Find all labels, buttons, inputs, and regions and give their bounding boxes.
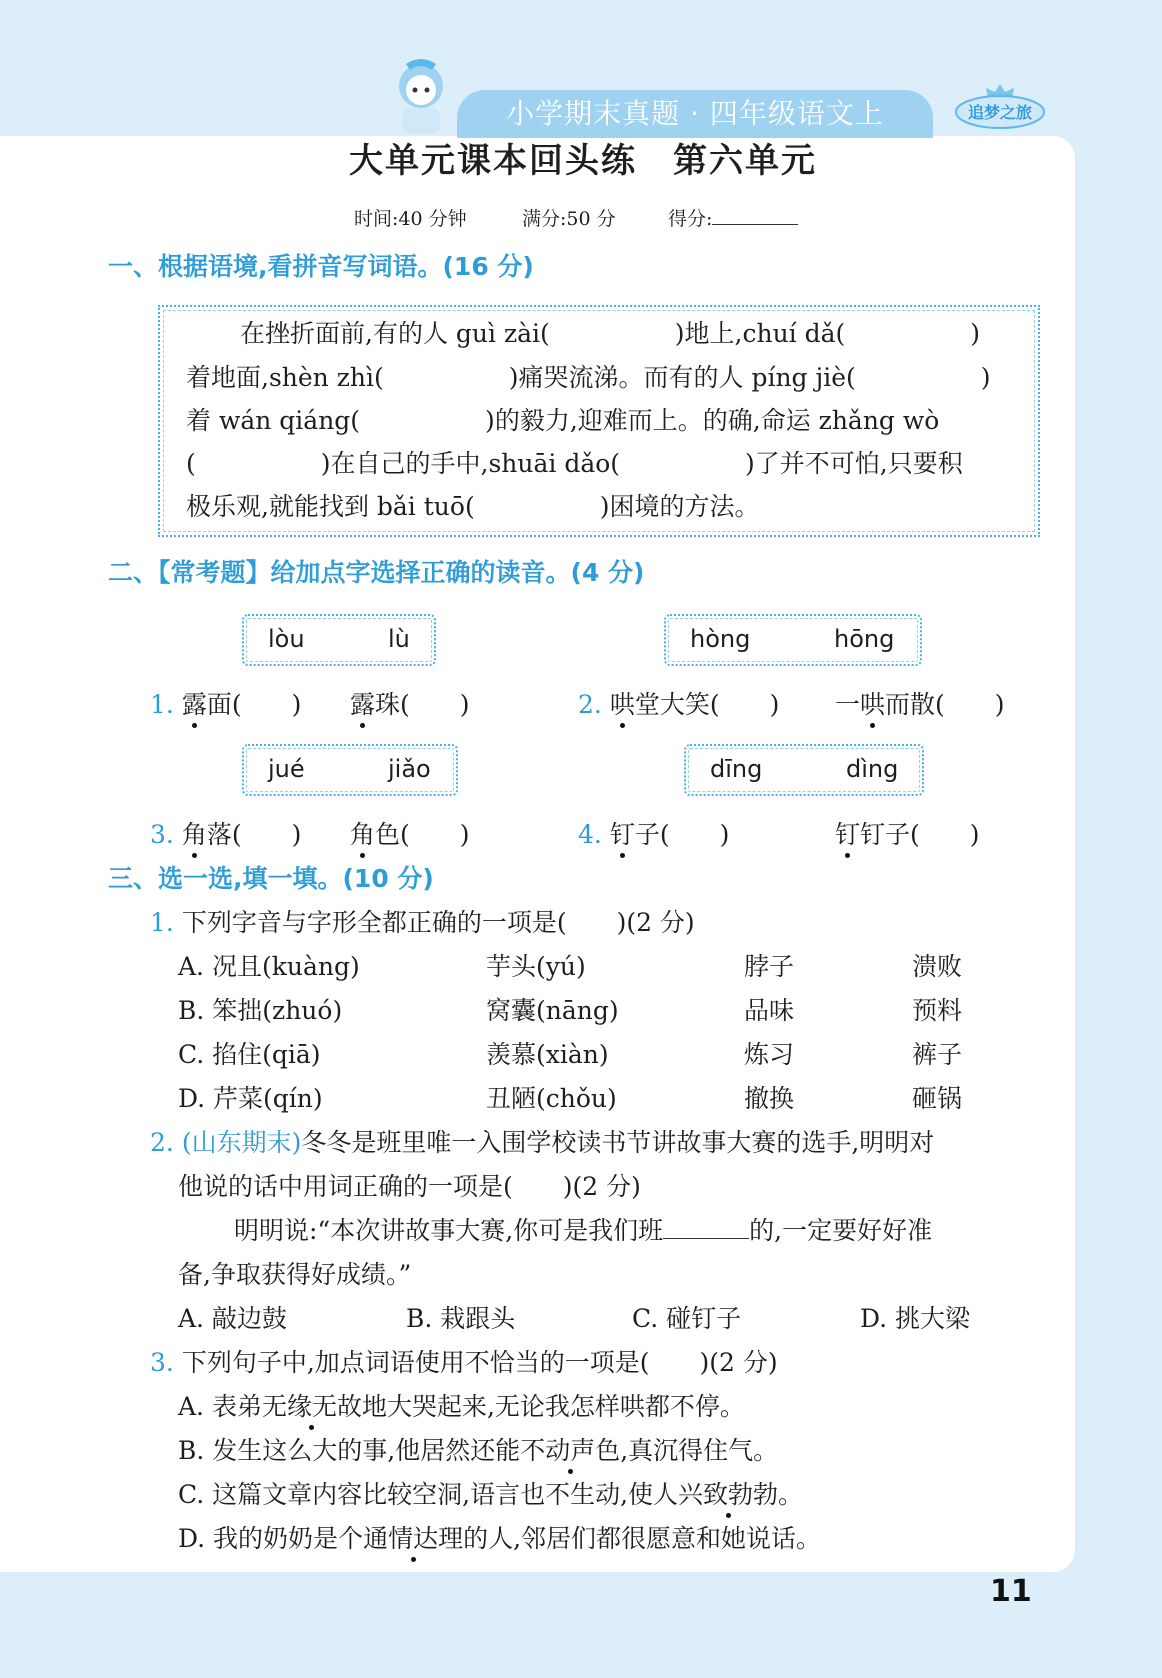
option-b: B. 栽跟头 <box>406 1304 516 1333</box>
pinyin-option: dīng <box>710 755 763 783</box>
section-1-heading: 一、根据语境,看拼音写词语。(16 分) <box>108 252 534 281</box>
sentence-b: B. 发生这么大的事,他居然还能不动声色,真沉得住气。 <box>178 1434 778 1468</box>
passage-line-2: 着地面,shèn zhì( )痛哭流涕。而有的人 píng jiè( ) <box>186 363 991 392</box>
question-3-3-stem: 3. 下列句子中,加点词语使用不恰当的一项是( )(2 分) <box>150 1348 778 1377</box>
pinyin-option: hōng <box>834 625 895 653</box>
header-banner: 小学期末真题 · 四年级语文上 <box>457 90 933 138</box>
section-3-heading: 三、选一选,填一填。(10 分) <box>108 864 434 893</box>
brand-logo-icon <box>950 78 1050 136</box>
option-d-1: D. 芹菜(qín) <box>178 1084 323 1113</box>
option-d: D. 挑大梁 <box>860 1304 971 1333</box>
option-c-3: 炼习 <box>744 1040 795 1069</box>
full-score: 满分:50 分 <box>522 208 616 230</box>
pinyin-option: dìng <box>846 755 899 783</box>
mascot-icon <box>378 56 464 138</box>
question-2-2b: 一哄而散( ) <box>835 688 1005 722</box>
question-2-4: 4. 钉子( ) <box>578 818 729 852</box>
question-2-3: 3. 角落( ) <box>150 818 301 852</box>
option-b-4: 预料 <box>912 996 963 1025</box>
time-limit: 时间:40 分钟 <box>354 208 467 230</box>
page-title: 大单元课本回头练 第六单元 <box>349 141 817 181</box>
option-d-2: 丑陋(chǒu) <box>486 1084 617 1113</box>
pinyin-option: hòng <box>690 625 751 653</box>
page-number: 11 <box>990 1574 1032 1609</box>
passage-line-3: 着 wán qiáng( )的毅力,迎难而上。的确,命运 zhǎng wò <box>186 406 940 435</box>
option-a-2: 芋头(yú) <box>486 952 586 981</box>
sentence-c: C. 这篇文章内容比较空洞,语言也不生动,使人兴致勃勃。 <box>178 1478 803 1512</box>
sentence-a: A. 表弟无缘无故地大哭起来,无论我怎样哄都不停。 <box>178 1390 745 1424</box>
option-a-1: A. 况且(kuàng) <box>178 952 360 981</box>
pinyin-option: jué <box>268 755 305 783</box>
option-a: A. 敲边鼓 <box>178 1304 287 1333</box>
sentence-d: D. 我的奶奶是个通情达理的人,邻居们都很愿意和她说话。 <box>178 1522 821 1556</box>
pinyin-option: jiǎo <box>388 755 431 783</box>
option-b-3: 品味 <box>744 996 795 1025</box>
score-label: 得分: <box>668 202 798 236</box>
option-b-2: 窝囊(nāng) <box>486 996 619 1025</box>
question-2-1: 1. 露面( ) <box>150 688 301 722</box>
option-d-3: 撤换 <box>744 1084 795 1113</box>
passage-line-5: 极乐观,就能找到 bǎi tuō( )困境的方法。 <box>186 492 760 521</box>
option-a-3: 脖子 <box>744 952 795 981</box>
svg-text:追梦之旅: 追梦之旅 <box>967 103 1033 122</box>
passage-line-4: ( )在自己的手中,shuāi dǎo( )了并不可怕,只要积 <box>186 449 963 478</box>
option-c-2: 羡慕(xiàn) <box>486 1040 609 1069</box>
question-2-2: 2. 哄堂大笑( ) <box>578 688 779 722</box>
option-b-1: B. 笨拙(zhuó) <box>178 996 343 1025</box>
section-2-heading: 二、【常考题】给加点字选择正确的读音。(4 分) <box>108 558 645 587</box>
passage-line-1: 在挫折面前,有的人 guì zài( )地上,chuí dǎ( ) <box>240 319 981 348</box>
question-3-1-stem: 1. 下列字音与字形全都正确的一项是( )(2 分) <box>150 908 695 937</box>
quote-line-1: 明明说:“本次讲故事大赛,你可是我们班 的,一定要好好准 <box>234 1216 933 1245</box>
pinyin-option: lòu <box>268 625 305 653</box>
question-2-1b: 露珠( ) <box>350 688 470 722</box>
question-3-2-stem-2: 他说的话中用词正确的一项是( )(2 分) <box>178 1172 641 1201</box>
quote-line-2: 备,争取获得好成绩。” <box>178 1260 412 1289</box>
question-2-3b: 角色( ) <box>350 818 470 852</box>
option-d-4: 砸锅 <box>912 1084 963 1113</box>
option-c-1: C. 掐住(qiā) <box>178 1040 321 1069</box>
option-a-4: 溃败 <box>912 952 963 981</box>
question-3-2-stem: 2. (山东期末)冬冬是班里唯一入围学校读书节讲故事大赛的选手,明明对 <box>150 1128 935 1157</box>
pinyin-option: lù <box>388 625 410 653</box>
option-c-4: 裤子 <box>912 1040 963 1069</box>
question-2-4b: 钉钉子( ) <box>835 818 980 852</box>
option-c: C. 碰钉子 <box>632 1304 742 1333</box>
